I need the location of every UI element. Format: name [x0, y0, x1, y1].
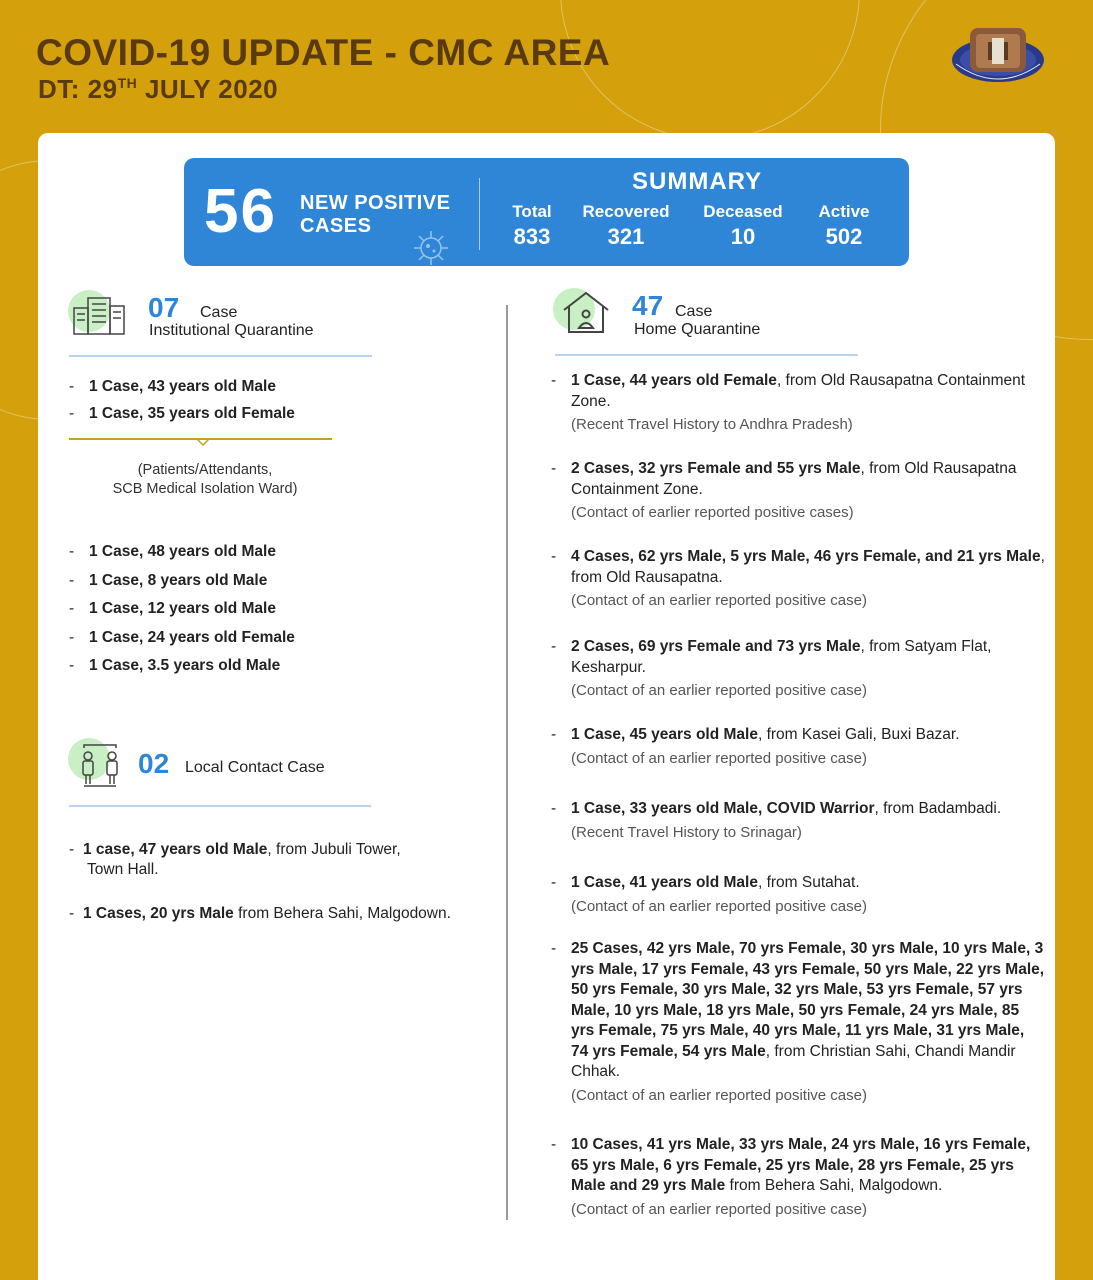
list-item: - 2 Cases, 69 yrs Female and 73 yrs Male, from Satyam Flat, Kesharpur. (Contact of an earlier reported positive case) — [551, 638, 992, 699]
local-contact-count: 02 — [138, 748, 170, 779]
list-item: - 1 Case, 8 years old Male — [69, 571, 268, 589]
page-title: COVID-19 UPDATE - CMC AREA — [36, 32, 611, 73]
list-item: - 1 Case, 3.5 years old Male — [69, 657, 281, 674]
summary-title: SUMMARY — [632, 168, 763, 195]
home-count: 47 — [632, 290, 664, 321]
isolation-ward-note: (Patients/Attendants, SCB Medical Isolation Ward) — [112, 462, 298, 497]
institutional-list-b — [69, 543, 389, 686]
summary-banner — [184, 158, 909, 266]
contact-people-icon — [76, 744, 124, 788]
list-item: - 1 Case, 33 years old Male, COVID Warrior, from Badambadi. (Recent Travel History to Srinagar) — [551, 800, 1002, 841]
list-item: - 1 Case, 45 years old Male, from Kasei Gali, Buxi Bazar. (Contact of an earlier reported positive case) — [551, 726, 960, 767]
pointer-triangle-icon — [196, 438, 210, 446]
column-divider — [506, 305, 508, 1220]
stat-deceased: Deceased 10 — [703, 202, 783, 249]
stat-active: Active 502 — [818, 202, 870, 249]
institutional-case-word: Case — [200, 304, 238, 321]
stat-recovered: Recovered 321 — [582, 202, 670, 249]
list-item: - 1 Case, 48 years old Male — [69, 543, 276, 560]
list-item: - 25 Cases, 42 yrs Male, 70 yrs Female, 30 yrs Male, 10 yrs Male, 3 yrs Male, 17 yrs Female, 43 yrs Female, 50 yrs Male, 22 yrs Male, 50 yrs Female, 30 yrs Male, 32 yrs Male, 53 yrs Female, 57 yrs Male, 10 yrs Male, 18 yrs Male, 50 yrs Female, 24 yrs Male, 85 yrs Female, 75 yrs Male, 40 yrs Male, 11 yrs Male, 31 yrs Male, 74 yrs Female, 54 yrs Male, from Christian Sahi, Chandi Mandir Chhak. (Contact of an earlier reported positive case) — [551, 940, 1045, 1104]
home-list — [551, 371, 1045, 1220]
list-item: - 4 Cases, 62 yrs Male, 5 yrs Male, 46 yrs Female, and 21 yrs Male, from Old Rausapatna. (Contact of an earlier reported positive case) — [551, 548, 1045, 609]
cmc-logo-icon — [948, 24, 1048, 92]
home-case-word: Case — [675, 303, 713, 320]
home-title: Home Quarantine — [634, 321, 761, 338]
institutional-count: 07 — [148, 292, 180, 323]
list-item: - 1 Case, 24 years old Female — [69, 628, 295, 646]
institutional-title: Institutional Quarantine — [149, 322, 314, 339]
banner-divider — [479, 178, 480, 250]
building-icon — [72, 296, 128, 336]
page-date: DT: 29TH JULY 2020 — [38, 74, 279, 104]
local-contact-title: Local Contact Case — [185, 759, 325, 776]
section-rule — [555, 354, 858, 356]
new-positive-label: NEW POSITIVE CASES — [300, 192, 451, 237]
institutional-list-a — [69, 378, 389, 432]
list-item: - 1 Case, 35 years old Female — [69, 405, 295, 422]
list-item: - 1 Case, 12 years old Male — [69, 600, 276, 617]
list-item: - 2 Cases, 32 yrs Female and 55 yrs Male, from Old Rausapatna Containment Zone. (Contact of earlier reported positive cases) — [551, 460, 1017, 521]
stat-total: Total 833 — [512, 202, 552, 249]
section-rule — [69, 355, 372, 357]
list-item: - 1 case, 47 years old Male, from Jubuli Tower, Town Hall. — [69, 841, 401, 878]
virus-icon — [406, 226, 456, 266]
new-positive-count: 56 — [204, 177, 277, 246]
list-item: - 1 Case, 41 years old Male, from Sutahat. (Contact of an earlier reported positive case) — [551, 874, 867, 915]
section-rule — [69, 805, 371, 807]
list-item: - 1 Cases, 20 yrs Male from Behera Sahi, Malgodown. — [69, 905, 451, 922]
list-item: - 10 Cases, 41 yrs Male, 33 yrs Male, 24 yrs Male, 16 yrs Female, 65 yrs Male, 6 yrs Female, 25 yrs Male, 28 yrs Female, 25 yrs Male and 29 yrs Male from Behera Sahi, Malgodown. (Contact of an earlier reported positive case) — [551, 1136, 1031, 1218]
home-icon — [560, 290, 612, 336]
local-contact-list — [69, 840, 503, 924]
list-item: - 1 Case, 44 years old Female, from Old Rausapatna Containment Zone. (Recent Travel History to Andhra Pradesh) — [551, 372, 1026, 433]
list-item: - 1 Case, 43 years old Male — [69, 378, 276, 395]
